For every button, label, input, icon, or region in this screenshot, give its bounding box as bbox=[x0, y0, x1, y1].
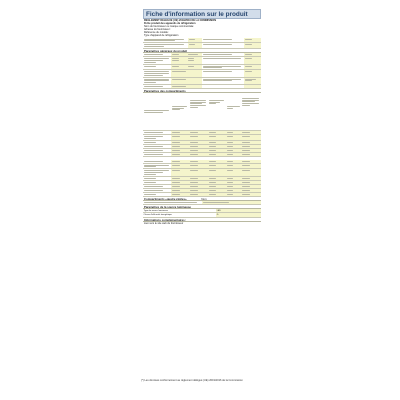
table-cell bbox=[226, 181, 241, 184]
table-cell bbox=[189, 160, 208, 163]
table-cell bbox=[226, 149, 241, 152]
table-cell bbox=[171, 135, 189, 140]
table-cell bbox=[171, 177, 189, 180]
table-cell bbox=[244, 38, 261, 43]
table-cell bbox=[208, 164, 226, 169]
table-cell bbox=[143, 153, 171, 156]
table-cell bbox=[202, 85, 244, 88]
four-star-label: Compartiments «quatre étoiles» bbox=[144, 196, 187, 201]
table-cell bbox=[143, 193, 171, 196]
table-cell bbox=[208, 177, 226, 180]
four-star-value: Non bbox=[201, 196, 207, 201]
table-cell bbox=[171, 65, 186, 70]
table-cell bbox=[189, 145, 208, 148]
table-cell bbox=[244, 65, 261, 70]
table-cell bbox=[244, 70, 261, 76]
table-cell bbox=[143, 145, 171, 148]
general-parameters-table bbox=[143, 53, 261, 89]
table-cell bbox=[143, 185, 171, 188]
table-cell bbox=[171, 160, 189, 163]
table-cell bbox=[241, 131, 261, 134]
table-cell bbox=[171, 169, 189, 175]
table-cell bbox=[208, 153, 226, 156]
table-cell bbox=[143, 169, 171, 175]
table-cell bbox=[244, 43, 261, 48]
section-additional-info: Informations complémentaires: bbox=[143, 218, 261, 222]
table-cell bbox=[171, 185, 189, 188]
table-cell bbox=[188, 43, 202, 48]
regulation-line: RÈGLEMENT DÉLÉGUÉ (UE) 2019/2016 DE LA COMMISSION bbox=[144, 19, 217, 22]
table-cell bbox=[189, 193, 208, 196]
table-cell bbox=[143, 164, 171, 169]
table-cell bbox=[244, 57, 261, 63]
table-cell bbox=[241, 193, 261, 196]
table-cell bbox=[241, 181, 261, 184]
light-type-label: Type de source lumineuse bbox=[143, 209, 216, 212]
table-cell bbox=[208, 193, 226, 196]
table-cell bbox=[189, 189, 208, 192]
table-row bbox=[143, 93, 261, 131]
supplier-name-line: Nom du fournisseur ou marque commerciale: bbox=[144, 25, 195, 29]
table-cell bbox=[189, 181, 208, 184]
light-type-value: LED bbox=[216, 209, 261, 212]
table-cell bbox=[226, 135, 241, 140]
table-cell bbox=[226, 164, 241, 169]
table-cell bbox=[226, 193, 241, 196]
table-cell bbox=[244, 53, 261, 56]
table-cell bbox=[241, 141, 261, 144]
table-cell bbox=[208, 160, 226, 163]
table-cell bbox=[143, 43, 188, 48]
table-cell bbox=[171, 153, 189, 156]
table-cell bbox=[187, 53, 202, 56]
table-cell bbox=[226, 169, 241, 175]
model-identifier-line: Référence du modèle: bbox=[144, 31, 169, 35]
table-cell bbox=[143, 70, 171, 76]
table-cell bbox=[189, 169, 208, 175]
table-cell bbox=[143, 78, 171, 84]
table-cell bbox=[171, 57, 186, 63]
sheet-title: Fiche d'information sur le produit bbox=[143, 9, 261, 19]
table-cell bbox=[241, 189, 261, 192]
table-cell bbox=[208, 149, 226, 152]
table-cell bbox=[171, 85, 202, 88]
table-cell bbox=[171, 93, 189, 130]
table-row bbox=[143, 57, 261, 64]
table-cell bbox=[244, 85, 261, 88]
table-cell bbox=[241, 164, 261, 169]
section-light-source: Paramètres de la source lumineuse bbox=[143, 205, 261, 209]
table-cell bbox=[171, 164, 189, 169]
table-cell bbox=[143, 149, 171, 152]
table-cell bbox=[241, 185, 261, 188]
table-cell bbox=[202, 70, 244, 76]
table-cell bbox=[143, 189, 171, 192]
section-compartment-parameters: Paramètres des compartiments bbox=[143, 89, 261, 93]
table-cell bbox=[189, 149, 208, 152]
table-cell bbox=[143, 177, 171, 180]
table-cell bbox=[202, 201, 261, 204]
table-cell bbox=[171, 145, 189, 148]
table-cell bbox=[187, 57, 202, 63]
table-cell bbox=[143, 181, 171, 184]
section-general-parameters: Paramètres généraux du produit bbox=[143, 49, 261, 53]
table-cell bbox=[241, 153, 261, 156]
table-cell bbox=[226, 141, 241, 144]
type-table bbox=[143, 38, 261, 49]
table-cell bbox=[202, 57, 244, 63]
table-cell bbox=[143, 53, 171, 56]
table-cell bbox=[241, 135, 261, 140]
table-cell bbox=[189, 177, 208, 180]
table-cell bbox=[226, 185, 241, 188]
table-cell bbox=[143, 131, 171, 134]
table-cell bbox=[171, 131, 189, 134]
table-cell bbox=[241, 169, 261, 175]
table-cell bbox=[226, 189, 241, 192]
compartment-table-continued bbox=[143, 160, 261, 197]
table-cell bbox=[202, 38, 244, 43]
table-cell bbox=[171, 78, 202, 84]
table-cell bbox=[171, 193, 189, 196]
table-cell bbox=[208, 181, 226, 184]
table-cell bbox=[226, 153, 241, 156]
table-row bbox=[143, 78, 261, 85]
table-cell bbox=[143, 135, 171, 140]
product-information-sheet bbox=[143, 9, 261, 385]
appliance-type-line: Type d'appareil de réfrigération bbox=[144, 34, 179, 38]
table-cell bbox=[189, 93, 208, 130]
table-cell bbox=[241, 149, 261, 152]
sheet-subtitle: Fiche produit des appareils de réfrigération bbox=[144, 22, 196, 26]
table-row bbox=[143, 169, 261, 176]
table-cell bbox=[189, 185, 208, 188]
table-cell bbox=[241, 177, 261, 180]
footnote: (*) Les données conformément au règlement délégué (UE) 2019/2016 de la Commission bbox=[141, 379, 243, 382]
table-cell bbox=[208, 131, 226, 134]
table-cell bbox=[226, 160, 241, 163]
table-cell bbox=[189, 153, 208, 156]
table-cell bbox=[202, 43, 244, 48]
table-cell bbox=[143, 57, 171, 63]
table-cell bbox=[189, 164, 208, 169]
table-cell bbox=[208, 93, 226, 130]
table-cell bbox=[143, 141, 171, 144]
table-cell bbox=[143, 201, 202, 204]
table-cell bbox=[208, 135, 226, 140]
table-row bbox=[143, 70, 261, 77]
table-cell bbox=[188, 38, 202, 43]
table-cell bbox=[226, 131, 241, 134]
table-cell bbox=[189, 131, 208, 134]
table-cell bbox=[202, 78, 244, 84]
table-cell bbox=[226, 145, 241, 148]
table-cell bbox=[187, 65, 202, 70]
compartment-table bbox=[143, 93, 261, 157]
table-cell bbox=[143, 85, 171, 88]
energy-class-value: G bbox=[216, 213, 261, 216]
table-cell bbox=[143, 38, 188, 43]
table-cell bbox=[189, 141, 208, 144]
table-cell bbox=[171, 141, 189, 144]
table-cell bbox=[171, 149, 189, 152]
table-cell bbox=[244, 78, 261, 84]
table-cell bbox=[208, 141, 226, 144]
table-cell bbox=[241, 145, 261, 148]
supplier-address-line: Adresse du fournisseur: bbox=[144, 28, 171, 32]
table-cell bbox=[171, 70, 202, 76]
table-cell bbox=[226, 93, 241, 130]
table-cell bbox=[202, 53, 244, 56]
energy-class-label: Classe d'efficacité énergétique bbox=[143, 213, 216, 216]
table-cell bbox=[143, 160, 171, 163]
table-cell bbox=[171, 181, 189, 184]
table-cell bbox=[226, 177, 241, 180]
supplier-website-line: Lien vers le site web du fournisseur bbox=[144, 221, 184, 225]
table-cell bbox=[208, 169, 226, 175]
table-cell bbox=[208, 185, 226, 188]
table-cell bbox=[143, 65, 171, 70]
table-cell bbox=[171, 53, 186, 56]
table-cell bbox=[208, 189, 226, 192]
table-cell bbox=[143, 93, 171, 130]
table-cell bbox=[208, 145, 226, 148]
table-cell bbox=[202, 65, 244, 70]
table-cell bbox=[241, 160, 261, 163]
table-cell bbox=[241, 93, 261, 130]
table-cell bbox=[189, 135, 208, 140]
table-cell bbox=[171, 189, 189, 192]
